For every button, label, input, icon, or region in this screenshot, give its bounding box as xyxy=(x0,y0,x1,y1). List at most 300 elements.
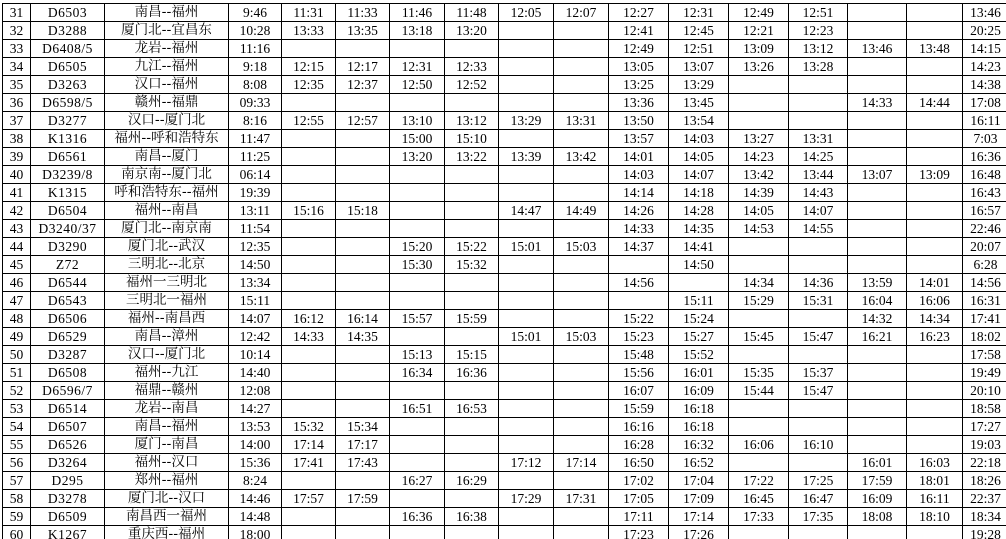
time-cell[interactable]: 13:28 xyxy=(789,58,848,76)
time-cell[interactable] xyxy=(729,454,789,472)
time-cell[interactable]: 14:53 xyxy=(729,220,789,238)
train-number-cell[interactable]: D3264 xyxy=(31,454,105,472)
arrival-time-cell[interactable]: 14:15 xyxy=(963,40,1006,58)
time-cell[interactable]: 16:09 xyxy=(848,490,907,508)
time-cell[interactable] xyxy=(390,274,445,292)
time-cell[interactable] xyxy=(789,76,848,94)
time-cell[interactable]: 14:32 xyxy=(848,310,907,328)
time-cell[interactable]: 18:08 xyxy=(848,508,907,526)
time-cell[interactable]: 17:14 xyxy=(554,454,609,472)
time-cell[interactable]: 13:12 xyxy=(445,112,499,130)
time-cell[interactable]: 14:47 xyxy=(499,202,554,220)
time-cell[interactable] xyxy=(554,94,609,112)
train-number-cell[interactable]: D3263 xyxy=(31,76,105,94)
time-cell[interactable] xyxy=(499,346,554,364)
time-cell[interactable] xyxy=(445,454,499,472)
row-number-cell[interactable]: 55 xyxy=(3,436,31,454)
route-cell[interactable]: 厦门北--南京南 xyxy=(105,220,229,238)
time-cell[interactable] xyxy=(789,526,848,539)
time-cell[interactable]: 16:36 xyxy=(390,508,445,526)
time-cell[interactable]: 15:24 xyxy=(669,310,729,328)
time-cell[interactable] xyxy=(729,310,789,328)
time-cell[interactable]: 14:28 xyxy=(669,202,729,220)
route-cell[interactable]: 南昌--福州 xyxy=(105,4,229,22)
time-cell[interactable] xyxy=(789,238,848,256)
time-cell[interactable]: 15:03 xyxy=(554,238,609,256)
row-number-cell[interactable]: 48 xyxy=(3,310,31,328)
time-cell[interactable] xyxy=(445,418,499,436)
time-cell[interactable]: 12:51 xyxy=(669,40,729,58)
train-number-cell[interactable]: D6504 xyxy=(31,202,105,220)
time-cell[interactable] xyxy=(336,94,390,112)
time-cell[interactable] xyxy=(907,382,963,400)
time-cell[interactable] xyxy=(554,256,609,274)
time-cell[interactable]: 17:59 xyxy=(848,472,907,490)
time-cell[interactable]: 17:29 xyxy=(499,490,554,508)
time-cell[interactable]: 17:35 xyxy=(789,508,848,526)
arrival-time-cell[interactable]: 22:46 xyxy=(963,220,1006,238)
time-cell[interactable]: 16:11 xyxy=(907,490,963,508)
time-cell[interactable]: 19:39 xyxy=(229,184,282,202)
time-cell[interactable]: 11:48 xyxy=(445,4,499,22)
route-cell[interactable]: 厦门--南昌 xyxy=(105,436,229,454)
route-cell[interactable]: 三明北一福州 xyxy=(105,292,229,310)
time-cell[interactable] xyxy=(729,526,789,539)
time-cell[interactable]: 15:59 xyxy=(609,400,669,418)
row-number-cell[interactable]: 41 xyxy=(3,184,31,202)
arrival-time-cell[interactable]: 22:18 xyxy=(963,454,1006,472)
time-cell[interactable]: 8:16 xyxy=(229,112,282,130)
time-cell[interactable] xyxy=(390,220,445,238)
time-cell[interactable]: 15:35 xyxy=(729,364,789,382)
train-number-cell[interactable]: Z72 xyxy=(31,256,105,274)
time-cell[interactable]: 13:07 xyxy=(848,166,907,184)
time-cell[interactable]: 17:05 xyxy=(609,490,669,508)
time-cell[interactable]: 16:10 xyxy=(789,436,848,454)
time-cell[interactable]: 14:37 xyxy=(609,238,669,256)
time-cell[interactable] xyxy=(336,148,390,166)
time-cell[interactable]: 15:15 xyxy=(445,346,499,364)
time-cell[interactable]: 17:41 xyxy=(282,454,336,472)
time-cell[interactable] xyxy=(554,184,609,202)
time-cell[interactable] xyxy=(729,400,789,418)
time-cell[interactable]: 13:36 xyxy=(609,94,669,112)
time-cell[interactable]: 16:07 xyxy=(609,382,669,400)
route-cell[interactable]: 重庆西--福州 xyxy=(105,526,229,539)
arrival-time-cell[interactable]: 7:03 xyxy=(963,130,1006,148)
time-cell[interactable]: 16:38 xyxy=(445,508,499,526)
time-cell[interactable] xyxy=(445,94,499,112)
time-cell[interactable]: 13:26 xyxy=(729,58,789,76)
row-number-cell[interactable]: 33 xyxy=(3,40,31,58)
time-cell[interactable]: 15:34 xyxy=(336,418,390,436)
time-cell[interactable]: 16:23 xyxy=(907,328,963,346)
route-cell[interactable]: 福州一三明北 xyxy=(105,274,229,292)
time-cell[interactable]: 15:10 xyxy=(445,130,499,148)
time-cell[interactable] xyxy=(445,274,499,292)
arrival-time-cell[interactable]: 18:34 xyxy=(963,508,1006,526)
time-cell[interactable] xyxy=(669,274,729,292)
time-cell[interactable]: 13:20 xyxy=(390,148,445,166)
train-number-cell[interactable]: K1316 xyxy=(31,130,105,148)
train-number-cell[interactable]: D6508 xyxy=(31,364,105,382)
time-cell[interactable] xyxy=(554,472,609,490)
time-cell[interactable] xyxy=(907,418,963,436)
time-cell[interactable] xyxy=(789,346,848,364)
time-cell[interactable]: 15:36 xyxy=(229,454,282,472)
row-number-cell[interactable]: 51 xyxy=(3,364,31,382)
time-cell[interactable] xyxy=(445,202,499,220)
time-cell[interactable] xyxy=(848,112,907,130)
time-cell[interactable] xyxy=(282,526,336,539)
time-cell[interactable] xyxy=(554,526,609,539)
time-cell[interactable] xyxy=(499,130,554,148)
time-cell[interactable]: 15:22 xyxy=(609,310,669,328)
row-number-cell[interactable]: 52 xyxy=(3,382,31,400)
time-cell[interactable] xyxy=(554,220,609,238)
time-cell[interactable]: 16:47 xyxy=(789,490,848,508)
arrival-time-cell[interactable]: 18:26 xyxy=(963,472,1006,490)
route-cell[interactable]: 南昌西一福州 xyxy=(105,508,229,526)
time-cell[interactable]: 16:21 xyxy=(848,328,907,346)
route-cell[interactable]: 福州--汉口 xyxy=(105,454,229,472)
time-cell[interactable] xyxy=(848,184,907,202)
time-cell[interactable] xyxy=(848,148,907,166)
time-cell[interactable]: 16:50 xyxy=(609,454,669,472)
train-number-cell[interactable]: D6544 xyxy=(31,274,105,292)
time-cell[interactable] xyxy=(848,130,907,148)
time-cell[interactable] xyxy=(848,526,907,539)
time-cell[interactable] xyxy=(789,454,848,472)
arrival-time-cell[interactable]: 20:07 xyxy=(963,238,1006,256)
time-cell[interactable]: 11:33 xyxy=(336,4,390,22)
time-cell[interactable]: 18:00 xyxy=(229,526,282,539)
time-cell[interactable] xyxy=(554,346,609,364)
time-cell[interactable]: 13:29 xyxy=(499,112,554,130)
route-cell[interactable]: 南京南--厦门北 xyxy=(105,166,229,184)
time-cell[interactable] xyxy=(282,130,336,148)
time-cell[interactable] xyxy=(499,220,554,238)
route-cell[interactable]: 龙岩--福州 xyxy=(105,40,229,58)
route-cell[interactable]: 厦门北--武汉 xyxy=(105,238,229,256)
time-cell[interactable] xyxy=(848,382,907,400)
time-cell[interactable] xyxy=(907,364,963,382)
time-cell[interactable] xyxy=(907,346,963,364)
time-cell[interactable]: 12:55 xyxy=(282,112,336,130)
time-cell[interactable] xyxy=(336,238,390,256)
time-cell[interactable] xyxy=(336,256,390,274)
time-cell[interactable] xyxy=(445,220,499,238)
time-cell[interactable]: 11:46 xyxy=(390,4,445,22)
route-cell[interactable]: 龙岩--南昌 xyxy=(105,400,229,418)
time-cell[interactable]: 13:54 xyxy=(669,112,729,130)
row-number-cell[interactable]: 59 xyxy=(3,508,31,526)
time-cell[interactable] xyxy=(499,166,554,184)
time-cell[interactable]: 15:32 xyxy=(445,256,499,274)
time-cell[interactable]: 12:49 xyxy=(609,40,669,58)
arrival-time-cell[interactable]: 16:48 xyxy=(963,166,1006,184)
arrival-time-cell[interactable]: 16:57 xyxy=(963,202,1006,220)
time-cell[interactable] xyxy=(336,400,390,418)
row-number-cell[interactable]: 54 xyxy=(3,418,31,436)
time-cell[interactable]: 13:57 xyxy=(609,130,669,148)
time-cell[interactable]: 14:50 xyxy=(229,256,282,274)
time-cell[interactable]: 10:14 xyxy=(229,346,282,364)
time-cell[interactable]: 15:30 xyxy=(390,256,445,274)
time-cell[interactable] xyxy=(499,256,554,274)
time-cell[interactable]: 18:10 xyxy=(907,508,963,526)
time-cell[interactable]: 16:34 xyxy=(390,364,445,382)
time-cell[interactable]: 16:28 xyxy=(609,436,669,454)
time-cell[interactable]: 15:27 xyxy=(669,328,729,346)
time-cell[interactable]: 12:57 xyxy=(336,112,390,130)
time-cell[interactable] xyxy=(282,364,336,382)
row-number-cell[interactable]: 37 xyxy=(3,112,31,130)
time-cell[interactable]: 15:44 xyxy=(729,382,789,400)
time-cell[interactable] xyxy=(390,94,445,112)
route-cell[interactable]: 南昌--厦门 xyxy=(105,148,229,166)
route-cell[interactable]: 厦门北--宜昌东 xyxy=(105,22,229,40)
time-cell[interactable] xyxy=(554,508,609,526)
time-cell[interactable] xyxy=(848,58,907,76)
time-cell[interactable] xyxy=(554,382,609,400)
time-cell[interactable]: 12:45 xyxy=(669,22,729,40)
time-cell[interactable] xyxy=(390,184,445,202)
time-cell[interactable]: 13:48 xyxy=(907,40,963,58)
time-cell[interactable]: 17:43 xyxy=(336,454,390,472)
time-cell[interactable]: 12:35 xyxy=(282,76,336,94)
arrival-time-cell[interactable]: 19:03 xyxy=(963,436,1006,454)
row-number-cell[interactable]: 34 xyxy=(3,58,31,76)
time-cell[interactable]: 14:35 xyxy=(336,328,390,346)
row-number-cell[interactable]: 47 xyxy=(3,292,31,310)
time-cell[interactable] xyxy=(282,148,336,166)
arrival-time-cell[interactable]: 14:56 xyxy=(963,274,1006,292)
time-cell[interactable] xyxy=(282,346,336,364)
train-number-cell[interactable]: D6543 xyxy=(31,292,105,310)
time-cell[interactable]: 14:18 xyxy=(669,184,729,202)
time-cell[interactable]: 15:45 xyxy=(729,328,789,346)
time-cell[interactable]: 13:11 xyxy=(229,202,282,220)
time-cell[interactable] xyxy=(789,310,848,328)
time-cell[interactable]: 15:18 xyxy=(336,202,390,220)
arrival-time-cell[interactable]: 19:49 xyxy=(963,364,1006,382)
time-cell[interactable]: 15:32 xyxy=(282,418,336,436)
train-number-cell[interactable]: D3278 xyxy=(31,490,105,508)
time-cell[interactable]: 13:20 xyxy=(445,22,499,40)
time-cell[interactable]: 15:59 xyxy=(445,310,499,328)
time-cell[interactable]: 13:07 xyxy=(669,58,729,76)
time-cell[interactable] xyxy=(282,472,336,490)
time-cell[interactable]: 11:16 xyxy=(229,40,282,58)
time-cell[interactable]: 14:43 xyxy=(789,184,848,202)
time-cell[interactable] xyxy=(390,436,445,454)
time-cell[interactable]: 12:52 xyxy=(445,76,499,94)
time-cell[interactable]: 14:34 xyxy=(729,274,789,292)
time-cell[interactable] xyxy=(609,292,669,310)
time-cell[interactable] xyxy=(499,418,554,436)
time-cell[interactable] xyxy=(499,22,554,40)
time-cell[interactable] xyxy=(336,220,390,238)
time-cell[interactable] xyxy=(336,40,390,58)
time-cell[interactable]: 16:18 xyxy=(669,418,729,436)
time-cell[interactable]: 17:09 xyxy=(669,490,729,508)
time-cell[interactable] xyxy=(848,418,907,436)
row-number-cell[interactable]: 40 xyxy=(3,166,31,184)
route-cell[interactable]: 三明北--北京 xyxy=(105,256,229,274)
time-cell[interactable] xyxy=(282,40,336,58)
time-cell[interactable] xyxy=(848,346,907,364)
time-cell[interactable] xyxy=(907,238,963,256)
time-cell[interactable] xyxy=(499,58,554,76)
time-cell[interactable] xyxy=(907,202,963,220)
time-cell[interactable] xyxy=(907,58,963,76)
row-number-cell[interactable]: 43 xyxy=(3,220,31,238)
time-cell[interactable]: 14:33 xyxy=(848,94,907,112)
time-cell[interactable] xyxy=(499,508,554,526)
time-cell[interactable] xyxy=(907,112,963,130)
time-cell[interactable] xyxy=(390,202,445,220)
time-cell[interactable] xyxy=(907,22,963,40)
time-cell[interactable] xyxy=(445,40,499,58)
arrival-time-cell[interactable]: 14:23 xyxy=(963,58,1006,76)
train-number-cell[interactable]: D6509 xyxy=(31,508,105,526)
arrival-time-cell[interactable]: 16:11 xyxy=(963,112,1006,130)
time-cell[interactable] xyxy=(336,130,390,148)
time-cell[interactable] xyxy=(336,526,390,539)
time-cell[interactable] xyxy=(445,328,499,346)
arrival-time-cell[interactable]: 18:58 xyxy=(963,400,1006,418)
row-number-cell[interactable]: 49 xyxy=(3,328,31,346)
time-cell[interactable] xyxy=(445,526,499,539)
time-cell[interactable]: 15:01 xyxy=(499,328,554,346)
time-cell[interactable]: 12:49 xyxy=(729,4,789,22)
arrival-time-cell[interactable]: 17:41 xyxy=(963,310,1006,328)
row-number-cell[interactable]: 53 xyxy=(3,400,31,418)
arrival-time-cell[interactable]: 22:37 xyxy=(963,490,1006,508)
time-cell[interactable]: 14:01 xyxy=(609,148,669,166)
time-cell[interactable]: 16:14 xyxy=(336,310,390,328)
time-cell[interactable] xyxy=(499,472,554,490)
train-number-cell[interactable]: D6506 xyxy=(31,310,105,328)
time-cell[interactable]: 12:42 xyxy=(229,328,282,346)
time-cell[interactable]: 15:20 xyxy=(390,238,445,256)
time-cell[interactable]: 16:29 xyxy=(445,472,499,490)
time-cell[interactable]: 15:16 xyxy=(282,202,336,220)
time-cell[interactable]: 16:45 xyxy=(729,490,789,508)
time-cell[interactable]: 14:07 xyxy=(669,166,729,184)
time-cell[interactable] xyxy=(907,184,963,202)
time-cell[interactable]: 15:00 xyxy=(390,130,445,148)
time-cell[interactable]: 15:48 xyxy=(609,346,669,364)
time-cell[interactable] xyxy=(390,382,445,400)
time-cell[interactable]: 16:27 xyxy=(390,472,445,490)
time-cell[interactable]: 14:00 xyxy=(229,436,282,454)
time-cell[interactable]: 14:26 xyxy=(609,202,669,220)
row-number-cell[interactable]: 31 xyxy=(3,4,31,22)
time-cell[interactable] xyxy=(445,436,499,454)
arrival-time-cell[interactable]: 16:43 xyxy=(963,184,1006,202)
time-cell[interactable]: 15:03 xyxy=(554,328,609,346)
time-cell[interactable]: 17:14 xyxy=(282,436,336,454)
time-cell[interactable] xyxy=(445,184,499,202)
time-cell[interactable]: 15:13 xyxy=(390,346,445,364)
train-number-cell[interactable]: K1267 xyxy=(31,526,105,539)
time-cell[interactable] xyxy=(729,76,789,94)
arrival-time-cell[interactable]: 13:46 xyxy=(963,4,1006,22)
time-cell[interactable] xyxy=(907,436,963,454)
time-cell[interactable] xyxy=(907,76,963,94)
time-cell[interactable]: 17:02 xyxy=(609,472,669,490)
time-cell[interactable]: 16:04 xyxy=(848,292,907,310)
time-cell[interactable]: 14:46 xyxy=(229,490,282,508)
route-cell[interactable]: 九江--福州 xyxy=(105,58,229,76)
arrival-time-cell[interactable]: 20:10 xyxy=(963,382,1006,400)
time-cell[interactable]: 15:11 xyxy=(229,292,282,310)
time-cell[interactable] xyxy=(282,256,336,274)
time-cell[interactable] xyxy=(729,238,789,256)
time-cell[interactable] xyxy=(282,508,336,526)
arrival-time-cell[interactable]: 16:36 xyxy=(963,148,1006,166)
time-cell[interactable]: 16:09 xyxy=(669,382,729,400)
time-cell[interactable]: 17:23 xyxy=(609,526,669,539)
time-cell[interactable]: 10:28 xyxy=(229,22,282,40)
time-cell[interactable]: 14:05 xyxy=(669,148,729,166)
train-number-cell[interactable]: D6598/5 xyxy=(31,94,105,112)
time-cell[interactable]: 15:56 xyxy=(609,364,669,382)
train-number-cell[interactable]: D3290 xyxy=(31,238,105,256)
time-cell[interactable] xyxy=(554,40,609,58)
time-cell[interactable] xyxy=(907,400,963,418)
time-cell[interactable]: 11:25 xyxy=(229,148,282,166)
time-cell[interactable]: 12:23 xyxy=(789,22,848,40)
time-cell[interactable]: 12:31 xyxy=(669,4,729,22)
time-cell[interactable]: 12:08 xyxy=(229,382,282,400)
time-cell[interactable]: 13:31 xyxy=(789,130,848,148)
train-number-cell[interactable]: D3277 xyxy=(31,112,105,130)
time-cell[interactable]: 09:33 xyxy=(229,94,282,112)
time-cell[interactable] xyxy=(729,418,789,436)
time-cell[interactable] xyxy=(282,166,336,184)
time-cell[interactable]: 13:50 xyxy=(609,112,669,130)
time-cell[interactable] xyxy=(729,112,789,130)
time-cell[interactable]: 15:52 xyxy=(669,346,729,364)
time-cell[interactable]: 14:07 xyxy=(789,202,848,220)
time-cell[interactable]: 14:33 xyxy=(609,220,669,238)
time-cell[interactable] xyxy=(554,76,609,94)
time-cell[interactable] xyxy=(554,418,609,436)
time-cell[interactable]: 14:33 xyxy=(282,328,336,346)
row-number-cell[interactable]: 60 xyxy=(3,526,31,539)
route-cell[interactable]: 福州--南昌西 xyxy=(105,310,229,328)
time-cell[interactable]: 17:12 xyxy=(499,454,554,472)
time-cell[interactable]: 13:25 xyxy=(609,76,669,94)
arrival-time-cell[interactable]: 17:27 xyxy=(963,418,1006,436)
time-cell[interactable]: 14:41 xyxy=(669,238,729,256)
train-number-cell[interactable]: D3288 xyxy=(31,22,105,40)
time-cell[interactable] xyxy=(499,94,554,112)
time-cell[interactable]: 16:52 xyxy=(669,454,729,472)
time-cell[interactable]: 14:44 xyxy=(907,94,963,112)
time-cell[interactable]: 15:22 xyxy=(445,238,499,256)
row-number-cell[interactable]: 42 xyxy=(3,202,31,220)
time-cell[interactable]: 16:18 xyxy=(669,400,729,418)
time-cell[interactable] xyxy=(499,400,554,418)
time-cell[interactable]: 15:23 xyxy=(609,328,669,346)
time-cell[interactable]: 14:49 xyxy=(554,202,609,220)
time-cell[interactable] xyxy=(554,310,609,328)
route-cell[interactable]: 厦门北--汉口 xyxy=(105,490,229,508)
